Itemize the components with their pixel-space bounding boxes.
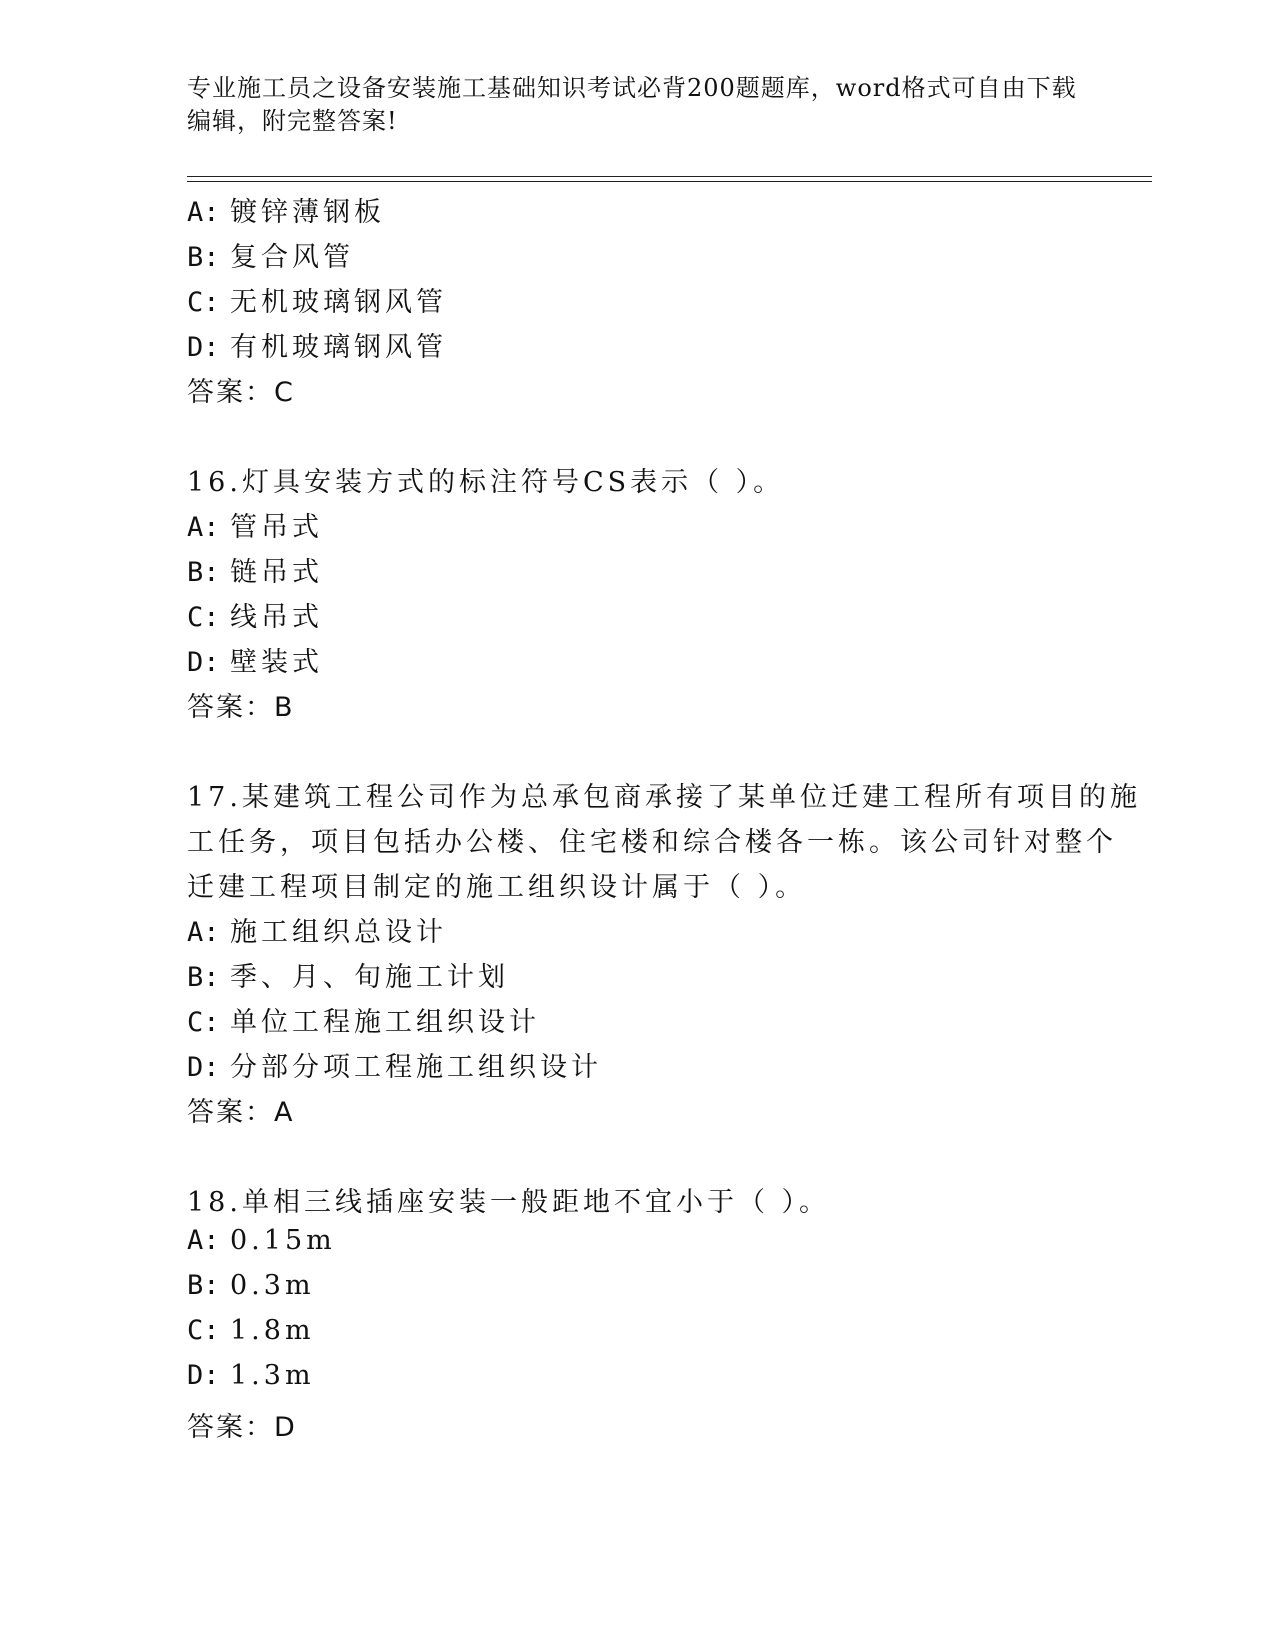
header-line-2: 编辑，附完整答案!: [187, 107, 398, 135]
option-text: 壁装式: [230, 647, 323, 678]
q18-option-d: [187, 1360, 315, 1391]
q18-answer: 答案：D: [187, 1412, 297, 1443]
q18-option-c: [187, 1315, 315, 1346]
option-text: 0.15m: [230, 1225, 336, 1256]
option-text: 1.3m: [230, 1360, 315, 1391]
option-letter: B:: [187, 557, 220, 588]
option-letter: C:: [187, 602, 220, 633]
option-text: 有机玻璃钢风管: [230, 332, 447, 363]
option-letter: B:: [187, 242, 220, 273]
option-letter: B:: [187, 1270, 220, 1301]
q16-option-a: [187, 505, 323, 544]
option-text: 线吊式: [230, 602, 323, 633]
q18-question: 18.单相三线插座安装一般距地不宜小于（ ）。: [187, 1187, 831, 1218]
option-text: 施工组织总设计: [230, 917, 447, 948]
q16-option-c: [187, 595, 323, 634]
option-letter: A:: [187, 197, 220, 228]
option-letter: C:: [187, 1315, 220, 1346]
option-text: 管吊式: [230, 512, 323, 543]
q16-answer: 答案：B: [187, 692, 295, 723]
option-text: 无机玻璃钢风管: [230, 287, 447, 318]
q17-option-a: [187, 910, 447, 949]
option-text: 链吊式: [230, 557, 323, 588]
q17-answer: 答案：A: [187, 1097, 295, 1128]
option-letter: C:: [187, 287, 220, 318]
header-line-1: 专业施工员之设备安装施工基础知识考试必背200题题库，word格式可自由下载: [187, 74, 1077, 102]
option-text: 复合风管: [230, 242, 354, 273]
option-text: 1.8m: [230, 1315, 315, 1346]
option-letter: A:: [187, 1225, 220, 1256]
q17-question-line-2: 工任务，项目包括办公楼、住宅楼和综合楼各一栋。该公司针对整个: [187, 827, 1117, 858]
q17-option-d: [187, 1045, 602, 1084]
option-letter: D:: [187, 647, 220, 678]
header-rule-top: [187, 176, 1152, 177]
q15-answer: 答案：C: [187, 377, 295, 408]
q17-option-b: [187, 955, 509, 994]
option-text: 季、月、旬施工计划: [230, 962, 509, 993]
q17-question-line-3: 迁建工程项目制定的施工组织设计属于（ ）。: [187, 872, 807, 903]
q18-option-b: [187, 1270, 315, 1301]
header-rule-bottom: [187, 181, 1152, 182]
option-text: 分部分项工程施工组织设计: [230, 1052, 602, 1083]
option-letter: D:: [187, 1360, 220, 1391]
q15-option-c: [187, 280, 447, 319]
option-text: 镀锌薄钢板: [230, 197, 385, 228]
q16-question: 16.灯具安装方式的标注符号CS表示（ ）。: [187, 467, 785, 498]
option-text: 0.3m: [230, 1270, 315, 1301]
option-letter: A:: [187, 512, 220, 543]
q16-option-b: [187, 550, 323, 589]
option-text: 单位工程施工组织设计: [230, 1007, 540, 1038]
q15-option-a: [187, 190, 385, 229]
option-letter: D:: [187, 332, 220, 363]
document-header: [187, 72, 1087, 138]
option-letter: D:: [187, 1052, 220, 1083]
option-letter: B:: [187, 962, 220, 993]
q15-option-d: [187, 325, 447, 364]
option-letter: A:: [187, 917, 220, 948]
q16-option-d: [187, 640, 323, 679]
option-letter: C:: [187, 1007, 220, 1038]
q17-option-c: [187, 1000, 540, 1039]
q15-option-b: [187, 235, 354, 274]
q17-question-line-1: 17.某建筑工程公司作为总承包商承接了某单位迁建工程所有项目的施: [187, 782, 1141, 813]
q18-option-a: [187, 1225, 336, 1256]
